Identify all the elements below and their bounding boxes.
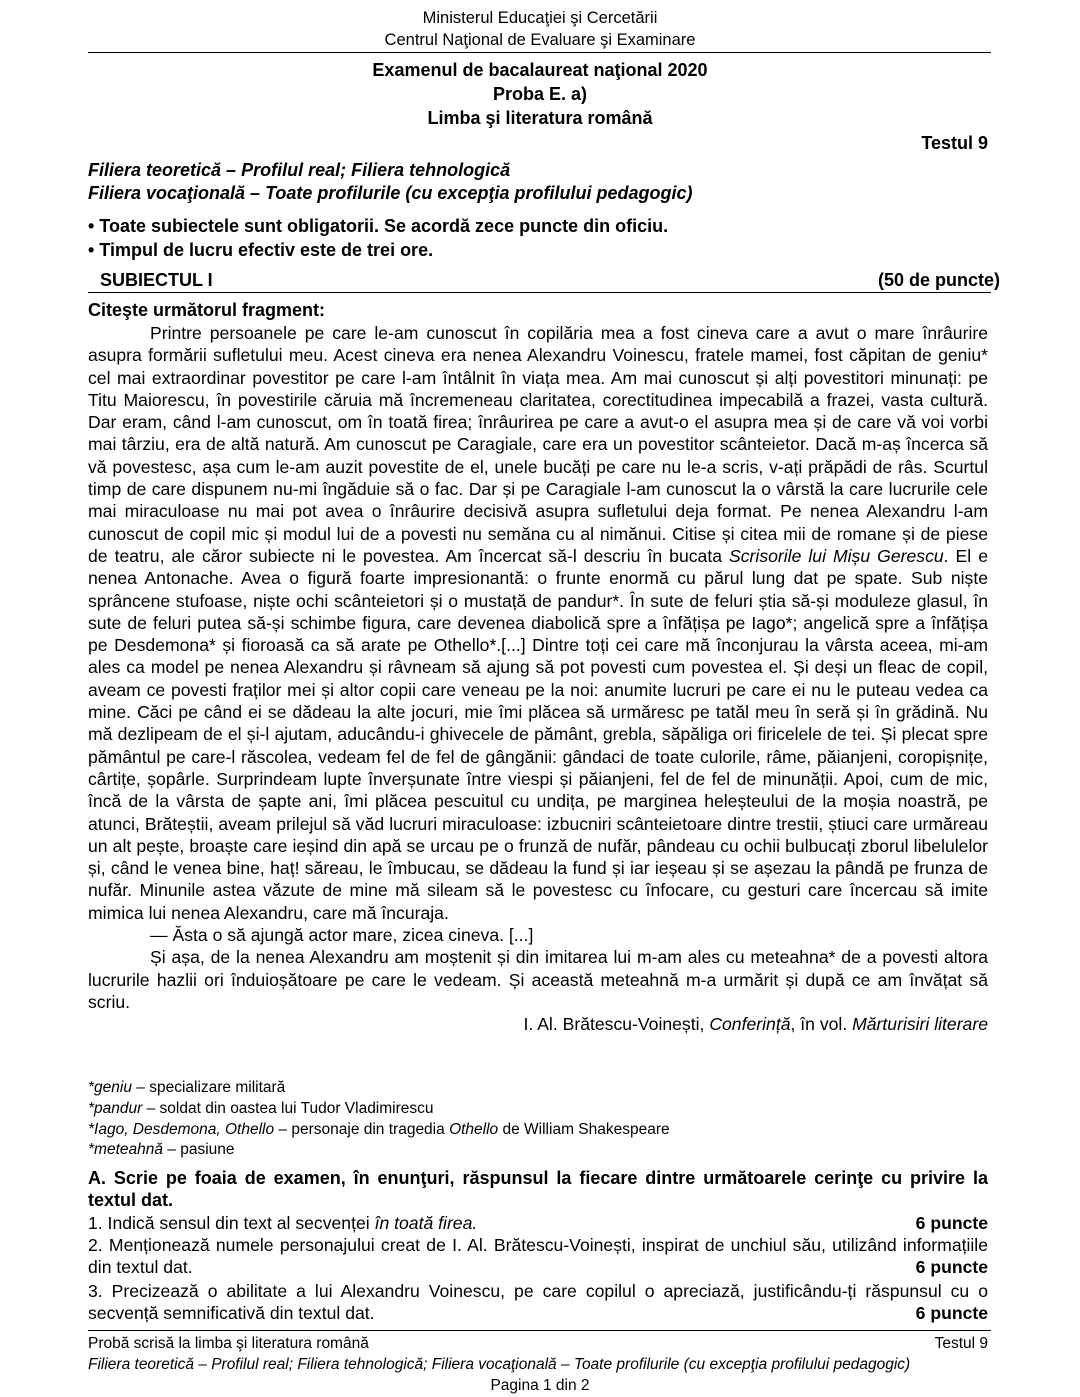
note-def: – pasiune	[162, 1141, 235, 1159]
source-volume: Mărturisiri literare	[852, 1014, 988, 1035]
subject-rule	[88, 292, 991, 293]
note-term: *Iago, Desdemona, Othello	[88, 1120, 275, 1138]
question-text: 2. Menționează numele personajului creat de I. Al. Brătescu-Voinești, inspirat de unchiul său, utilizând informațiile din textul dat.	[88, 1235, 988, 1277]
task-a-instruction: A. Scrie pe foaia de examen, în enunţuri, răspunsul la fiecare dintre următoarele cerinţe cu privire la textul dat.	[88, 1168, 988, 1210]
rule-item: • Toate subiectele sunt obligatorii. Se acordă zece puncte din oficiu.	[88, 216, 669, 236]
paragraph: Și așa, de la nenea Alexandru am moștenit și din imitarea lui m-am ales cu meteahna* de a povesti altora lucrurile hazlii ori înduioșătoare pe care le vedeam. Și această meteahnă m-a urmărit și după ce am învățat să scriu.	[88, 947, 988, 1012]
note-term: *pandur	[88, 1099, 143, 1117]
question-text: 1. Indică sensul din text al secvenței	[88, 1213, 375, 1233]
question-3	[88, 1280, 988, 1324]
filiera-line-2: Filiera vocaţională – Toate profilurile (cu excepţia profilului pedagogic)	[88, 183, 693, 203]
footer-test: Testul 9	[934, 1335, 988, 1352]
note-def: – specializare militară	[131, 1079, 286, 1096]
source-author: I. Al. Brătescu-Voinești,	[523, 1014, 710, 1035]
read-instruction: Citeşte următorul fragment:	[88, 300, 326, 320]
center-name: Centrul Naţional de Evaluare şi Examinare	[384, 31, 696, 49]
footer-title: Probă scrisă la limba şi literatura română	[88, 1335, 369, 1352]
footnote	[88, 1140, 670, 1161]
note-term: *geniu	[88, 1079, 132, 1096]
question-points: 6 puncte	[915, 1257, 988, 1277]
header-rule	[88, 52, 991, 53]
exam-subtitle: Proba E. a)	[492, 84, 588, 104]
question-points: 6 puncte	[915, 1213, 988, 1233]
text-run: . El e nenea Antonache. Avea o figură foarte impresionantă: o frunte enormă cu părul lung dat pe spate. Sub niște sprâncene stufoase, niște ochi scânteietori și o mustață de pandur*. În sute de feluri știa să-și moduleze glasul, în sute de feluri putea să-și schimbe figura, care devenea diabolică spre a înfățișa pe Iago*; angelică spre a înfățișa pe Desdemona* și fioroasă ca să arate pe Othello*.[...] Dintre toți cei care mă înconjurau la vârsta aceea, mi-am ales ca model pe nenea Alexandru și râvneam să ajung să pot povesti cum povestea el. Și deși un fleac de copil, aveam ce povesti fraților mei și altor copii care veneau pe la noi: anumite lucruri pe care ei nu le puteau vedea ca mine. Căci pe când ei se dădeau la alte jocuri, mie îmi plăcea să urmăresc pe tatăl meu în seră și în grădină. Nu mă dezlipeam de el și-l ajutam, aducându-i ghivecele de pământ, grebla, săpăliga ori firicelele de tei. Și plecat spre pământul pe care-l răscolea, vedeam fel de fel de gângănii: gândaci de toate culorile, râme, păianjeni, coropișnițe, cârtițe, șopârle. Surprindeam lupte înverșunate între viespi și păianjeni, fel de fel de minunății. Apoi, cum de mic, încă de la vârsta de șapte ani, îmi plăcea pescuitul cu undița, pe marginea heleșteului de la moșia noastră, pe atunci, Brăteștii, aveam prilejul să văd lucruri miraculoase: izbucniri scânteietoare dintre trestii, știuci care urmăreau un alt pește, broaște care ieșind din apă se urcau pe o frunză de nufăr, pândeau cu ochii bulbucați zborul libelulelor și, când le venea bine, haț! săreau, le îmbucau, se dădeau la fund și iar ieșeau și se așezau la pândă pe frunza de nufăr. Minunile astea văzute de mine mă sileam să le povestesc cu înfocare, cu gesturi care încercau să imite mimica lui nenea Alexandru, care mă încuraja.	[88, 545, 989, 923]
question-quote: în toată firea.	[374, 1213, 478, 1233]
question-2	[88, 1234, 988, 1278]
footnote	[88, 1120, 670, 1141]
source-work: Conferință	[709, 1014, 791, 1035]
filiera-line-1: Filiera teoretică – Profilul real; Filiera tehnologică	[88, 160, 511, 180]
ministry-name: Ministerul Educaţiei şi Cercetării	[422, 9, 658, 27]
paragraph	[88, 322, 988, 924]
fragment-text	[88, 322, 988, 1036]
work-title: Scrisorile lui Mișu Gerescu	[729, 545, 944, 566]
question-1	[88, 1212, 988, 1234]
note-term: *meteahnă	[88, 1141, 163, 1159]
note-def: – soldat din oastea lui Tudor Vladimirescu	[142, 1099, 434, 1117]
note-def: de William Shakespeare	[498, 1120, 670, 1138]
source-sep: , în vol.	[790, 1014, 853, 1035]
footnote	[88, 1078, 670, 1099]
page-number: Pagina 1 din 2	[490, 1377, 590, 1394]
note-def: – personaje din tragedia	[274, 1120, 450, 1138]
subject-points: (50 de puncte)	[877, 270, 1000, 290]
exam-title: Examenul de bacalaureat naţional 2020	[372, 60, 708, 80]
subject-title: SUBIECTUL I	[100, 270, 213, 290]
question-points: 6 puncte	[915, 1303, 988, 1323]
question-text: 3. Precizează o abilitate a lui Alexandru Voinescu, pe care copilul o apreciază, justificându-ți răspunsul cu o secvență semnificativă din textul dat.	[88, 1281, 988, 1323]
note-term: Othello	[449, 1120, 499, 1138]
footnote	[88, 1099, 670, 1120]
text-run: Printre persoanele pe care le-am cunoscut în copilăria mea a fost cineva care a avut o mare înrâurire asupra formării sufletului meu. Acest cineva era nenea Alexandru Voinescu, fratele mamei, fost căpitan de geniu* cel mai extraordinar povestitor pe care l-am întâlnit în viața mea. Am mai cunoscut și alți povestitori minunați: pe Titu Maiorescu, în povestirile căruia mă încremeneau claritatea, corectitudinea impecabilă a frazei, vasta cultură. Dar eram, când l-am cunoscut, om în toată firea; înrâurirea pe care a avut-o el asupra mea și de care vă voi vorbi mai târziu, era de altă natură. Am cunoscut pe Caragiale, care era un povestitor scânteietor. Dacă m-aș încerca să vă povestesc, așa cum le-am auzit povestite de el, unele bucăți pe care nu le-a scris, v-ați prăpădi de râs. Scurtul timp de care dispunem nu-mi îngăduie să o fac. Dar și pe Caragiale l-am cunoscut la o vârstă la care lucrurile cele mai miraculoase nu mai pot avea o înrâurire decisivă asupra sufletului deja format. Pe nenea Alexandru l-am cunoscut de copil mic și modul lui de a povesti nu semăna cu al nimănui. Citise și citea mii de romane și de piese de teatru, ale căror subiecte ni le povestea. Am încercat să-l descriu în bucata	[88, 323, 988, 566]
footer-filiera: Filiera teoretică – Profilul real; Filiera tehnologică; Filiera vocaţională – Toate profilurile (cu excepţia profilului pedagogic)	[88, 1356, 911, 1373]
exam-subject: Limba şi literatura română	[427, 108, 653, 128]
footnotes	[88, 1078, 670, 1161]
source-citation	[88, 1013, 988, 1035]
paragraph: — Ăsta o să ajungă actor mare, zicea cineva. [...]	[150, 925, 534, 946]
test-number: Testul 9	[921, 133, 988, 153]
rule-item: • Timpul de lucru efectiv este de trei ore.	[88, 240, 434, 260]
footer-rule	[88, 1330, 991, 1331]
